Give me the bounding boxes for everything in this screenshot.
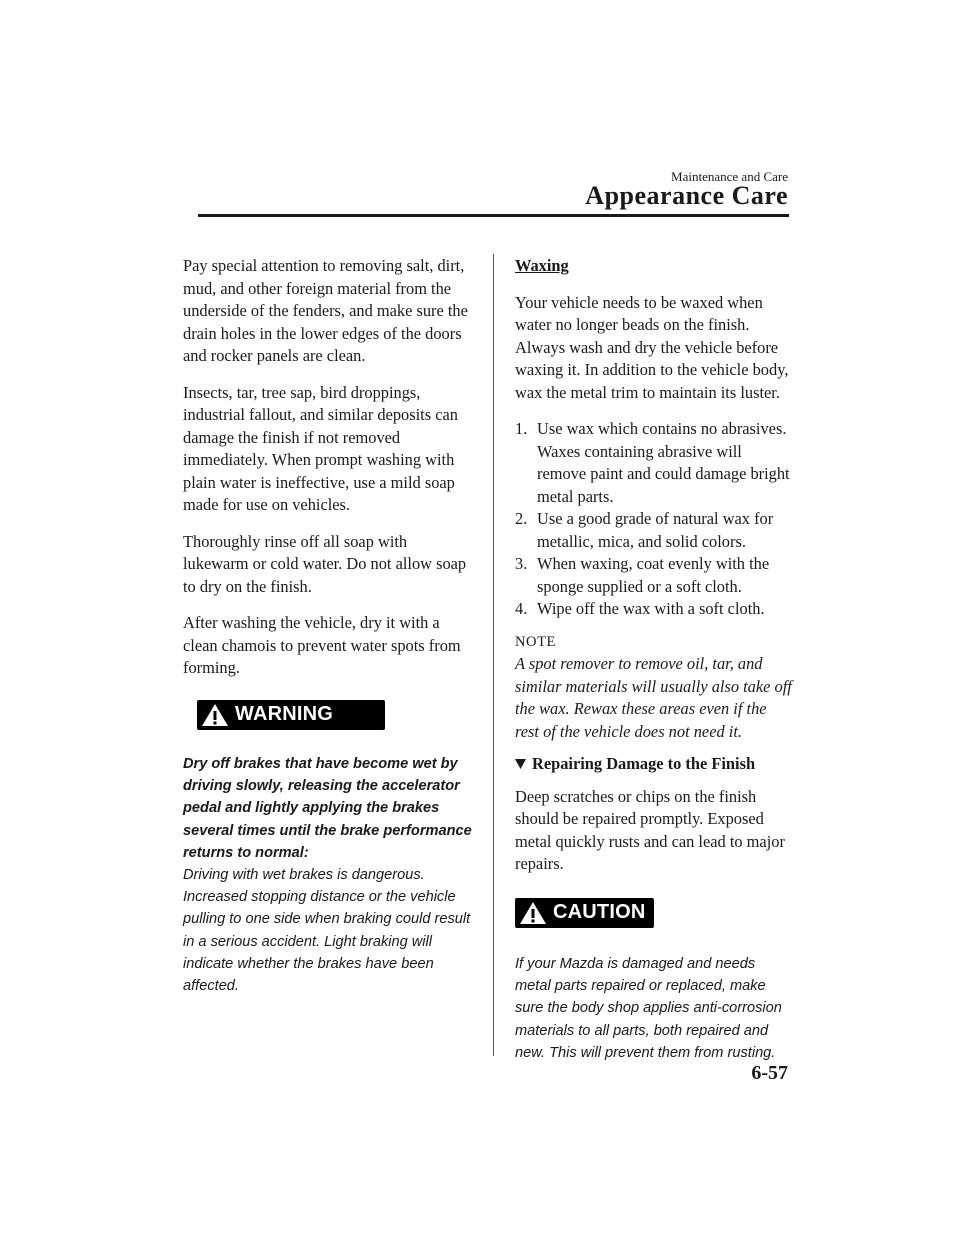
- column-divider: [493, 254, 494, 1056]
- caution-text: If your Mazda is damaged and needs metal parts repaired or replaced, make sure the body shop applies anti-corrosion materials to all parts, both repaired and new. This will prevent them from rusting.: [515, 956, 782, 1061]
- warning-icon: [201, 703, 229, 727]
- step-number: 2.: [515, 509, 528, 528]
- left-column: [183, 255, 475, 997]
- list-item: [515, 508, 792, 553]
- list-item: [515, 553, 792, 598]
- warning-notice: [197, 700, 475, 734]
- waxing-intro: Your vehicle needs to be waxed when water no longer beads on the finish. Always wash and dry the vehicle before waxing it. In addition to the vehicle body, wax the metal trim to maintain its luster.: [515, 292, 789, 402]
- triangle-down-icon: [515, 759, 526, 769]
- paragraph: After washing the vehicle, dry it with a clean chamois to prevent water spots from forming.: [183, 613, 461, 677]
- step-text: Use wax which contains no abrasives. Waxes containing abrasive will remove paint and could damage bright metal parts.: [537, 419, 790, 506]
- step-text: Wipe off the wax with a soft cloth.: [537, 599, 765, 618]
- warning-text: Driving with wet brakes is dangerous. Increased stopping distance or the vehicle pulling to one side when braking could result in a serious accident. Light braking will indicate whether the brakes have been affected.: [183, 867, 471, 995]
- header-section: Maintenance and Care: [671, 169, 788, 184]
- warning-body: [183, 753, 475, 997]
- note-text: A spot remover to remove oil, tar, and similar materials will usually also take off the wax. Rewax these areas even if the rest of the vehicle does not need it.: [515, 654, 792, 741]
- caution-notice: [515, 898, 792, 932]
- waxing-heading: Waxing: [515, 256, 569, 275]
- paragraph: Pay special attention to removing salt, dirt, mud, and other foreign material from the underside of the fenders, and make sure the drain holes in the lower edges of the doors and rocker panels are clean.: [183, 256, 468, 365]
- repair-heading: [515, 753, 792, 776]
- caution-badge: [515, 898, 654, 928]
- list-item: [515, 418, 792, 508]
- waxing-steps: [515, 418, 792, 621]
- note-label: NOTE: [515, 633, 556, 650]
- warning-icon: [519, 901, 547, 925]
- right-column: [515, 255, 792, 1064]
- page-number: 6-57: [751, 1062, 788, 1084]
- list-item: [515, 598, 792, 621]
- warning-bold-text: Dry off brakes that have become wet by driving slowly, releasing the accelerator pedal and lightly applying the brakes several times until the brake performance returns to normal:: [183, 756, 472, 861]
- header-rule: [198, 214, 789, 217]
- warning-badge: [197, 700, 385, 730]
- step-text: When waxing, coat evenly with the sponge supplied or a soft cloth.: [537, 554, 770, 596]
- step-number: 1.: [515, 419, 528, 438]
- warning-label: WARNING: [235, 703, 334, 726]
- paragraph: Thoroughly rinse off all soap with lukewarm or cold water. Do not allow soap to dry on the finish.: [183, 531, 467, 596]
- page-title: Appearance Care: [585, 181, 788, 210]
- step-number: 4.: [515, 599, 528, 618]
- paragraph: Insects, tar, tree sap, bird droppings, industrial fallout, and similar deposits can damage the finish if not removed immediately. When prompt washing with plain water is ineffective, use a mild soap made for use on vehicles.: [183, 382, 458, 514]
- step-text: Use a good grade of natural wax for metallic, mica, and solid colors.: [537, 509, 774, 551]
- caution-label: CAUTION: [553, 901, 646, 924]
- repair-heading-label: Repairing Damage to the Finish: [532, 754, 756, 773]
- repair-text: Deep scratches or chips on the finish should be repaired promptly. Exposed metal quickly rusts and can lead to major repairs.: [515, 786, 785, 873]
- step-number: 3.: [515, 554, 528, 573]
